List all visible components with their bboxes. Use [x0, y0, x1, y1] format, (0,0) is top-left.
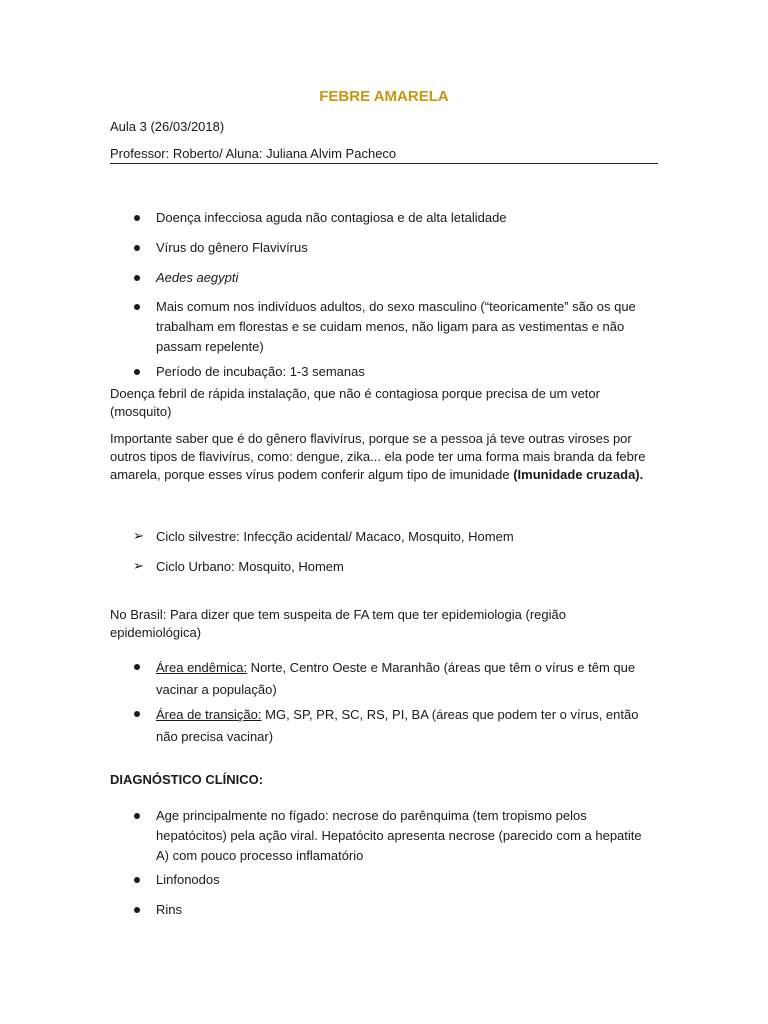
- bullet-icon: [134, 215, 140, 221]
- section-heading: DIAGNÓSTICO CLÍNICO:: [110, 772, 264, 787]
- paragraph: [110, 430, 655, 484]
- paragraph-text: Importante saber que é do gênero flavivírus, porque se a pessoa já teve outras viroses por outros tipos de flavivírus, como: dengue, zika... ela pode ter uma forma mais branda da febre amarela, porque esses vírus podem conferir algum tipo de imunidade: [110, 431, 646, 482]
- list-item: Mais comum nos indivíduos adultos, do sexo masculino (“teoricamente” são os que trabalham em florestas e se cuidam menos, não ligam para as vestimentas e não passam repelente): [156, 299, 636, 354]
- bullet-icon: [134, 664, 140, 670]
- bullet-icon: [134, 813, 140, 819]
- area-text: Norte, Centro Oeste e Maranhão (áreas que têm o vírus e têm que vacinar a população): [156, 660, 636, 697]
- bullet-icon: [134, 907, 140, 913]
- list-item: Rins: [156, 902, 183, 917]
- bullet-icon: [134, 304, 140, 310]
- paragraph: Doença febril de rápida instalação, que não é contagiosa porque precisa de um vetor (mosquito): [110, 386, 600, 419]
- list-item: [156, 704, 656, 748]
- list-item: Vírus do gênero Flavivírus: [156, 240, 308, 255]
- arrow-bullet-icon: ➢: [133, 528, 144, 543]
- arrow-bullet-icon: ➢: [133, 558, 144, 573]
- bullet-icon: [134, 245, 140, 251]
- paragraph: No Brasil: Para dizer que tem suspeita de FA tem que ter epidemiologia (região epidemiológica): [110, 607, 566, 640]
- area-text: MG, SP, PR, SC, RS, PI, BA (áreas que podem ter o vírus, então não precisa vacinar): [156, 707, 639, 744]
- list-item: Aedes aegypti: [156, 270, 239, 285]
- class-date: Aula 3 (26/03/2018): [110, 119, 225, 134]
- list-item: Age principalmente no fígado: necrose do parênquima (tem tropismo pelos hepatócitos) pela ação viral. Hepatócito apresenta necrose (parecido com a hepatite A) com pouco processo inflamatório: [156, 808, 642, 863]
- document-title: FEBRE AMARELA: [319, 88, 449, 105]
- paragraph-bold-text: (Imunidade cruzada).: [513, 467, 644, 482]
- bullet-icon: [134, 369, 140, 375]
- area-label: Área de transição:: [156, 707, 262, 722]
- list-item: Linfonodos: [156, 872, 220, 887]
- area-label: Área endêmica:: [156, 660, 248, 675]
- list-item: Doença infecciosa aguda não contagiosa e de alta letalidade: [156, 210, 507, 225]
- list-item: Ciclo Urbano: Mosquito, Homem: [156, 559, 344, 574]
- header-divider: [110, 163, 658, 164]
- bullet-icon: [134, 711, 140, 717]
- bullet-icon: [134, 275, 140, 281]
- list-item: Ciclo silvestre: Infecção acidental/ Macaco, Mosquito, Homem: [156, 529, 514, 544]
- bullet-icon: [134, 877, 140, 883]
- professor-student-line: Professor: Roberto/ Aluna: Juliana Alvim Pacheco: [110, 146, 397, 161]
- list-item: [156, 657, 656, 701]
- list-item: Período de incubação: 1-3 semanas: [156, 364, 365, 379]
